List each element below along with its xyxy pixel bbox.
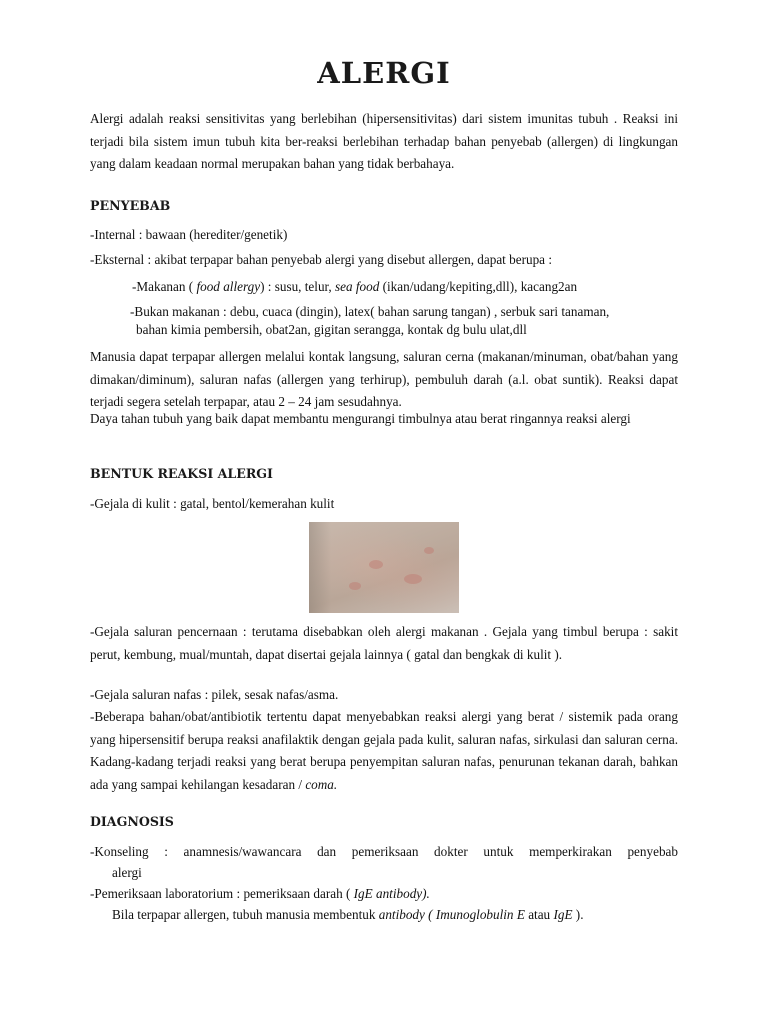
section-heading-diagnosis: DIAGNOSIS [90,814,174,829]
makanan-text-b: food allergy [196,279,261,294]
bila-text-e: ). [572,907,584,922]
gejala-kulit-line: -Gejala di kulit : gatal, bentol/kemerahan kulit [90,496,335,511]
lab-text-b: IgE antibody). [353,886,430,901]
makanan-line [132,278,577,296]
rash-spot [424,547,434,554]
makanan-text-e: (ikan/udang/kepiting,dll), kacang2an [379,279,578,294]
konseling-line-1 [90,843,678,861]
section-heading-bentuk: BENTUK REAKSI ALERGI [90,466,273,481]
beberapa-text: -Beberapa bahan/obat/antibiotik tertentu dapat menyebabkan reaksi alergi yang berat / sistemik pada orang yang hipersensitif berupa reaksi anafilaktik dengan gejala pada kulit, saluran nafas, sirkulasi dan saluran cerna. Kadang-kadang terjadi reaksi yang berat berupa penyempitan saluran nafas, penurunan tekanan darah, bahkan ada yang sampai kehilangan kesadaran / [90,709,678,792]
bila-text-a: Bila terpapar allergen, tubuh manusia membentuk [112,907,379,922]
konseling-text-1: -Konseling : anamnesis/wawancara dan pemeriksaan dokter untuk memperkirakan penyebab [90,844,678,859]
gejala-pencernaan-paragraph: -Gejala saluran pencernaan : terutama disebabkan oleh alergi makanan . Gejala yang timbul berupa : sakit perut, kembung, mual/muntah, dapat disertai gejala lainnya ( gatal dan bengkak di kulit ). [90,624,678,662]
lab-text-a: -Pemeriksaan laboratorium : pemeriksaan darah ( [90,886,354,901]
coma-text: coma. [305,776,338,792]
bila-line [112,906,584,924]
daya-paragraph: Daya tahan tubuh yang baik dapat membantu mengurangi timbulnya atau berat ringannya reaksi alergi [90,411,631,426]
makanan-text-a: -Makanan ( [132,279,197,294]
makanan-text-c: ) : susu, telur, [260,279,335,294]
beberapa-paragraph [90,706,678,796]
laboratorium-line [90,885,430,903]
eksternal-line: -Eksternal : akibat terpapar bahan penyebab alergi yang disebut allergen, dapat berupa : [90,252,552,267]
page-title: ALERGI [317,56,451,90]
rash-spot [369,560,383,569]
rash-spot [404,574,422,584]
section-heading-penyebab: PENYEBAB [90,198,171,213]
photo-shadow [309,522,331,613]
bila-text-b: antibody ( Imunoglobulin E [378,907,525,922]
manusia-paragraph: Manusia dapat terpapar allergen melalui kontak langsung, saluran cerna (makanan/minuman, obat/bahan yang dimakan/diminum), saluran nafas (allergen yang terhirup), pembuluh darah (a.l. obat suntik). Reaksi dapat terjadi segera setelah terpapar, atau 2 – 24 jam sesudahnya. [90,349,678,409]
intro-paragraph: Alergi adalah reaksi sensitivitas yang berlebihan (hipersensitivitas) dari sistem imunitas tubuh . Reaksi ini terjadi bila sistem imun tubuh kita ber-reaksi berlebihan terhadap bahan penyebab (allergen) di lingkungan yang dalam keadaan normal merupakan bahan yang tidak berbahaya. [90,111,678,171]
makanan-text-d: sea food [335,279,380,294]
gejala-nafas-line: -Gejala saluran nafas : pilek, sesak nafas/asma. [90,687,339,702]
bila-text-d: IgE [553,907,573,922]
bukan-makanan-line-2: bahan kimia pembersih, obat2an, gigitan serangga, kontak dg bulu ulat,dll [136,322,527,337]
bukan-makanan-line-1: -Bukan makanan : debu, cuaca (dingin), latex( bahan sarung tangan) , serbuk sari tanaman, [130,304,610,319]
konseling-line-2: alergi [112,865,142,880]
rash-spot [349,582,361,590]
internal-line: -Internal : bawaan (herediter/genetik) [90,227,288,242]
skin-rash-photo [309,522,459,613]
bila-text-c: atau [524,907,554,922]
